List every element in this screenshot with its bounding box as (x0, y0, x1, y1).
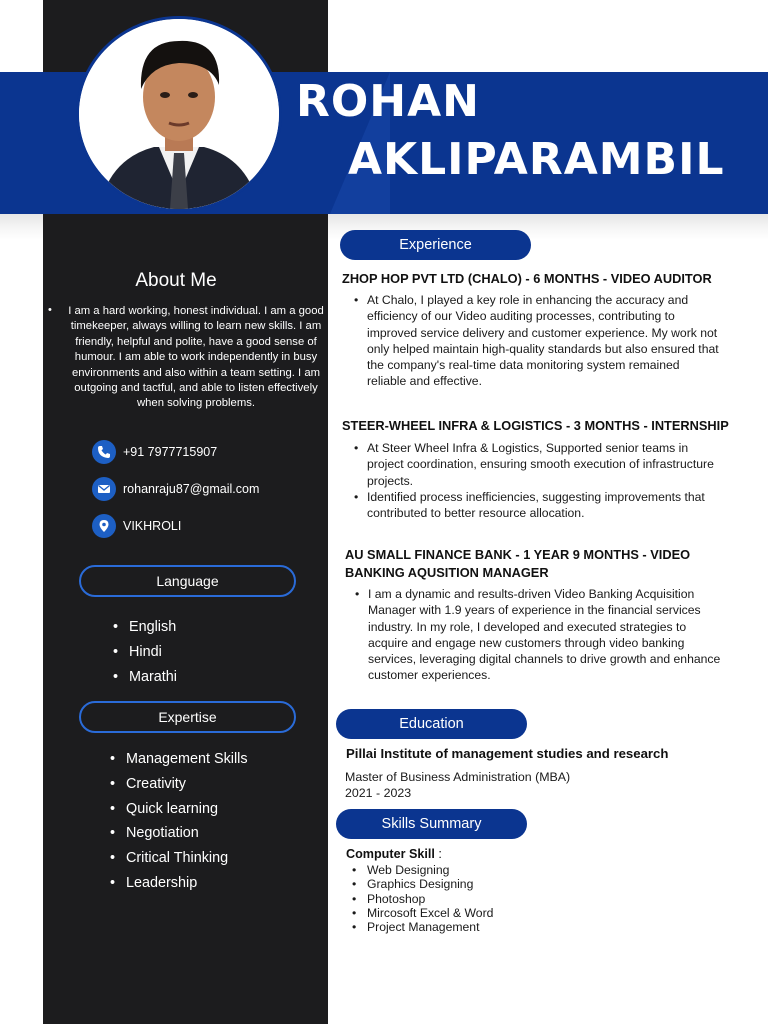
mail-icon (92, 477, 116, 501)
language-item: • Hindi (113, 640, 177, 665)
contact-email[interactable] (92, 477, 259, 501)
contact-location (92, 514, 181, 538)
contact-phone[interactable] (92, 440, 217, 464)
location-pin-icon (92, 514, 116, 538)
expertise-list (110, 747, 248, 896)
language-heading: Language (79, 565, 296, 597)
job-title-3-line1: AU SMALL FINANCE BANK - 1 YEAR 9 MONTHS - VIDEO (345, 547, 691, 562)
phone-text: +91 7977715907 (123, 445, 218, 459)
job-title-3-line2: BANKING AQUSITION MANAGER (345, 565, 549, 580)
expertise-item: • Leadership (110, 871, 248, 896)
skills-heading: Skills Summary (336, 809, 527, 839)
expertise-item: • Management Skills (110, 747, 248, 772)
about-title: About Me (135, 270, 217, 291)
skill-item: • Mircosoft Excel & Word (352, 906, 493, 920)
job-bullet: • Identified process inefficiencies, suggesting improvements that contributed to better resource allocation. (352, 489, 722, 522)
email-text: rohanraju87@gmail.com (123, 482, 260, 496)
job-title-2: STEER-WHEEL INFRA & LOGISTICS - 3 MONTHS - INTERNSHIP (342, 418, 729, 433)
sidebar-strip (43, 214, 328, 240)
expertise-item: • Creativity (110, 772, 248, 797)
job-2-bullets (352, 440, 722, 521)
skill-item: • Graphics Designing (352, 877, 493, 891)
job-bullet: • I am a dynamic and results-driven Video Banking Acquisition Manager with 1.9 years of experience in the financial services industry. In my role, I developed and executed strategies to acquire and engage new customers through video banking services, leveraging digital channels to drive growth and enhance customer experiences. (353, 586, 723, 684)
first-name: ROHAN (296, 76, 480, 127)
skill-item: • Photoshop (352, 892, 493, 906)
expertise-item: • Quick learning (110, 797, 248, 822)
language-item: • English (113, 615, 177, 640)
job-3-bullets (353, 586, 723, 684)
skill-item: • Web Designing (352, 863, 493, 877)
expertise-item: • Critical Thinking (110, 846, 248, 871)
last-name: AKLIPARAMBIL (348, 134, 725, 185)
education-degree: Master of Business Administration (MBA) (345, 770, 571, 784)
job-1-bullets (352, 292, 722, 390)
job-title-1: ZHOP HOP PVT LTD (CHALO) - 6 MONTHS - VIDEO AUDITOR (342, 271, 712, 286)
job-bullet: • At Chalo, I played a key role in enhancing the accuracy and efficiency of our Video auditing processes, contributing to improved service delivery and customer experience. My work not only helped maintain high-quality standards but also ensured that the company's real-time data monitoring system remained reliable and effective. (352, 292, 722, 390)
location-text: VIKHROLI (123, 519, 182, 533)
language-list (113, 615, 177, 689)
computer-skill-label (346, 847, 442, 861)
education-school: Pillai Institute of management studies and research (346, 746, 669, 761)
about-bullet: • (48, 304, 52, 316)
skills-list (352, 863, 493, 934)
portrait-illustration (79, 19, 279, 209)
profile-photo (76, 16, 282, 212)
skill-item: • Project Management (352, 920, 493, 934)
expertise-heading: Expertise (79, 701, 296, 733)
about-text: I am a hard working, honest individual. I am a good timekeeper, always willing to learn new skills. I am friendly, helpful and polite, have a good sense of humour. I am able to work independently in busy environments and also within a team setting. I am outgoing and tactful, and able to listen effectively when solving problems. (68, 305, 324, 410)
expertise-item: • Negotiation (110, 821, 248, 846)
education-heading: Education (336, 709, 527, 739)
computer-skill-text: Computer Skill (346, 847, 435, 861)
language-item: • Marathi (113, 665, 177, 690)
experience-heading: Experience (340, 230, 531, 260)
education-years: 2021 - 2023 (345, 786, 412, 800)
phone-icon (92, 440, 116, 464)
computer-skill-colon: : (434, 847, 442, 861)
job-bullet: • At Steer Wheel Infra & Logistics, Supported senior teams in project coordination, ensuring smooth execution of infrastructure projects. (352, 440, 722, 489)
